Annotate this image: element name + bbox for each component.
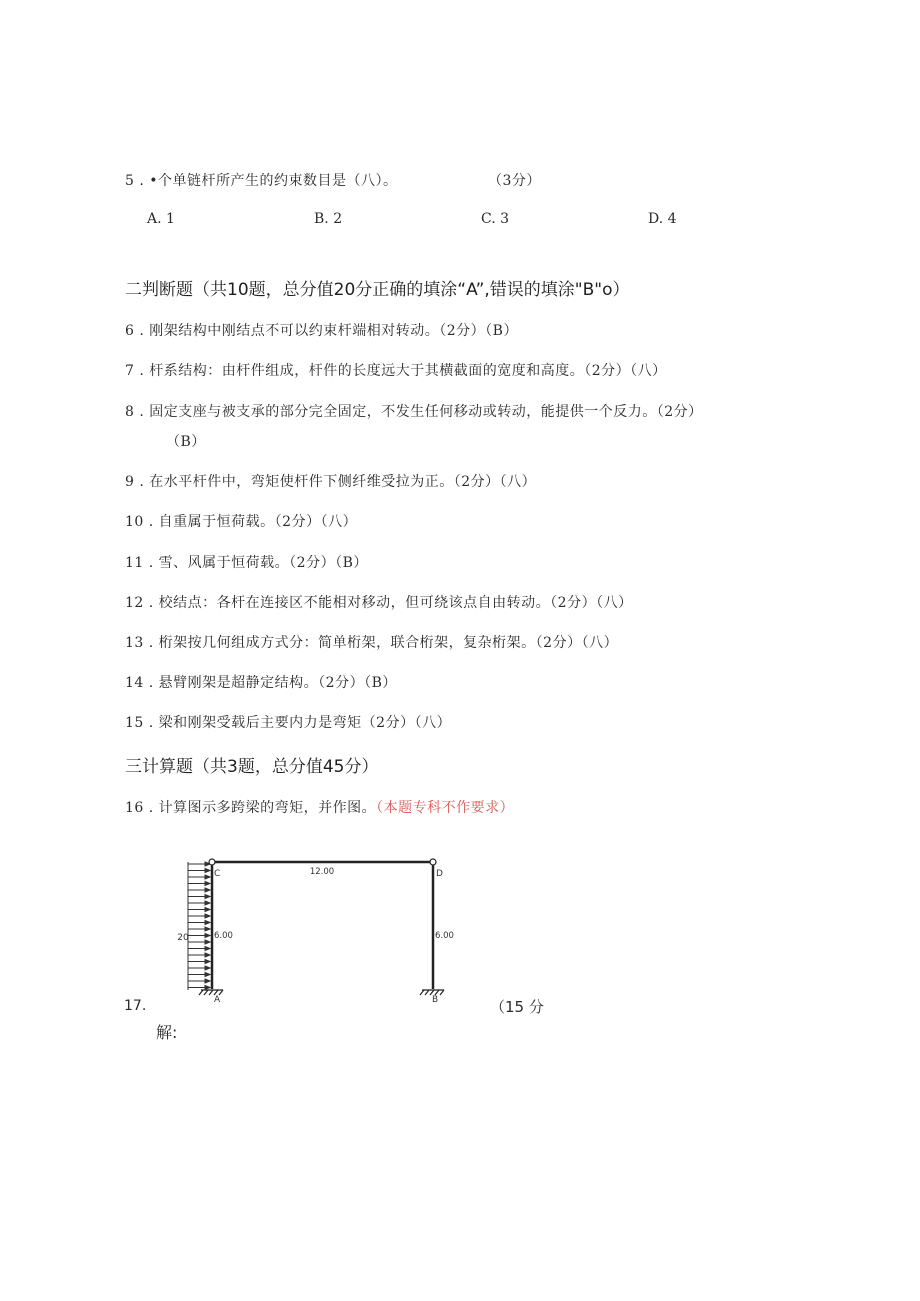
option-c: C. 3 xyxy=(481,211,510,227)
load-arrowhead xyxy=(205,927,210,931)
load-arrowhead xyxy=(205,921,210,925)
right-height-label: 6.00 xyxy=(435,931,454,941)
load-arrowhead xyxy=(205,953,210,957)
question-17-score: （15 分 xyxy=(490,998,544,1016)
joint-c xyxy=(209,859,215,865)
question-15: 15 . 梁和刚架受载后主要内力是弯矩（2分）（八） xyxy=(125,715,452,731)
label-d: D xyxy=(436,869,443,879)
question-8-answer: （B） xyxy=(166,434,206,450)
question-16 xyxy=(125,797,514,817)
load-arrowhead xyxy=(205,940,210,944)
load-arrowhead xyxy=(205,966,210,970)
option-b: B. 2 xyxy=(314,211,343,227)
question-16-note: （本题专科不作要求） xyxy=(376,800,515,816)
load-arrowhead xyxy=(205,973,210,977)
option-d: D. 4 xyxy=(648,211,677,227)
frame-figure xyxy=(170,852,460,1012)
question-5-text: 5 . •个单链杆所产生的约束数目是（八）。 xyxy=(125,173,398,189)
load-arrowhead xyxy=(205,908,210,912)
question-12: 12 . 校结点：各杆在连接区不能相对移动，但可绕该点自由转动。（2分）（八） xyxy=(125,595,633,611)
section-2-title: 二判断题（共10题，总分值20分正确的填涂“A”,错误的填涂"B"o） xyxy=(125,280,630,300)
question-7: 7 . 杆系结构：由杆件组成，杆件的长度远大于其横截面的宽度和高度。（2分）（八） xyxy=(125,363,667,379)
option-a: A. 1 xyxy=(147,211,175,227)
question-9: 9 . 在水平杆件中，弯矩使杆件下侧纤维受拉为正。（2分）（八） xyxy=(125,474,537,490)
question-16-text: 16 . 计算图示多跨梁的弯矩，并作图。 xyxy=(125,800,377,816)
load-arrowhead xyxy=(205,869,210,873)
load-arrowhead xyxy=(205,947,210,951)
question-8: 8 . 固定支座与被支承的部分完全固定，不发生任何移动或转动，能提供一个反力。（2分） xyxy=(125,404,703,420)
question-17-number: 17. xyxy=(124,998,147,1014)
load-arrowhead xyxy=(205,888,210,892)
label-c: C xyxy=(214,869,221,879)
question-14: 14 . 悬臂刚架是超静定结构。（2分）（B） xyxy=(125,675,397,691)
solution-label: 解: xyxy=(156,1023,178,1042)
joint-d xyxy=(430,859,436,865)
span-label: 12.00 xyxy=(309,867,335,877)
label-a: A xyxy=(214,995,221,1005)
question-13: 13 . 桁架按几何组成方式分：简单桁架，联合桁架，复杂桁架。（2分）（八） xyxy=(125,635,619,651)
left-height-label: 6.00 xyxy=(214,931,233,941)
label-b: B xyxy=(432,995,439,1005)
question-6: 6 . 刚架结构中刚结点不可以约束杆端相对转动。（2分）（B） xyxy=(125,323,518,339)
load-arrowhead xyxy=(205,914,210,918)
question-10: 10 . 自重属于恒荷载。（2分）（八） xyxy=(125,514,358,530)
load-arrowhead xyxy=(205,901,210,905)
load-arrowhead xyxy=(205,875,210,879)
question-11: 11 . 雪、风属于恒荷载。（2分）（B） xyxy=(125,555,368,571)
distributed-load-arrows xyxy=(188,862,210,990)
load-label: 20 xyxy=(177,933,189,943)
load-arrowhead xyxy=(205,960,210,964)
load-arrowhead xyxy=(205,979,210,983)
question-5-score: （3分） xyxy=(488,173,541,189)
load-arrowhead xyxy=(205,895,210,899)
section-3-title: 三计算题（共3题，总分值45分） xyxy=(125,757,379,777)
load-arrowhead xyxy=(205,934,210,938)
load-arrowhead xyxy=(205,882,210,886)
load-arrowhead xyxy=(205,986,210,990)
